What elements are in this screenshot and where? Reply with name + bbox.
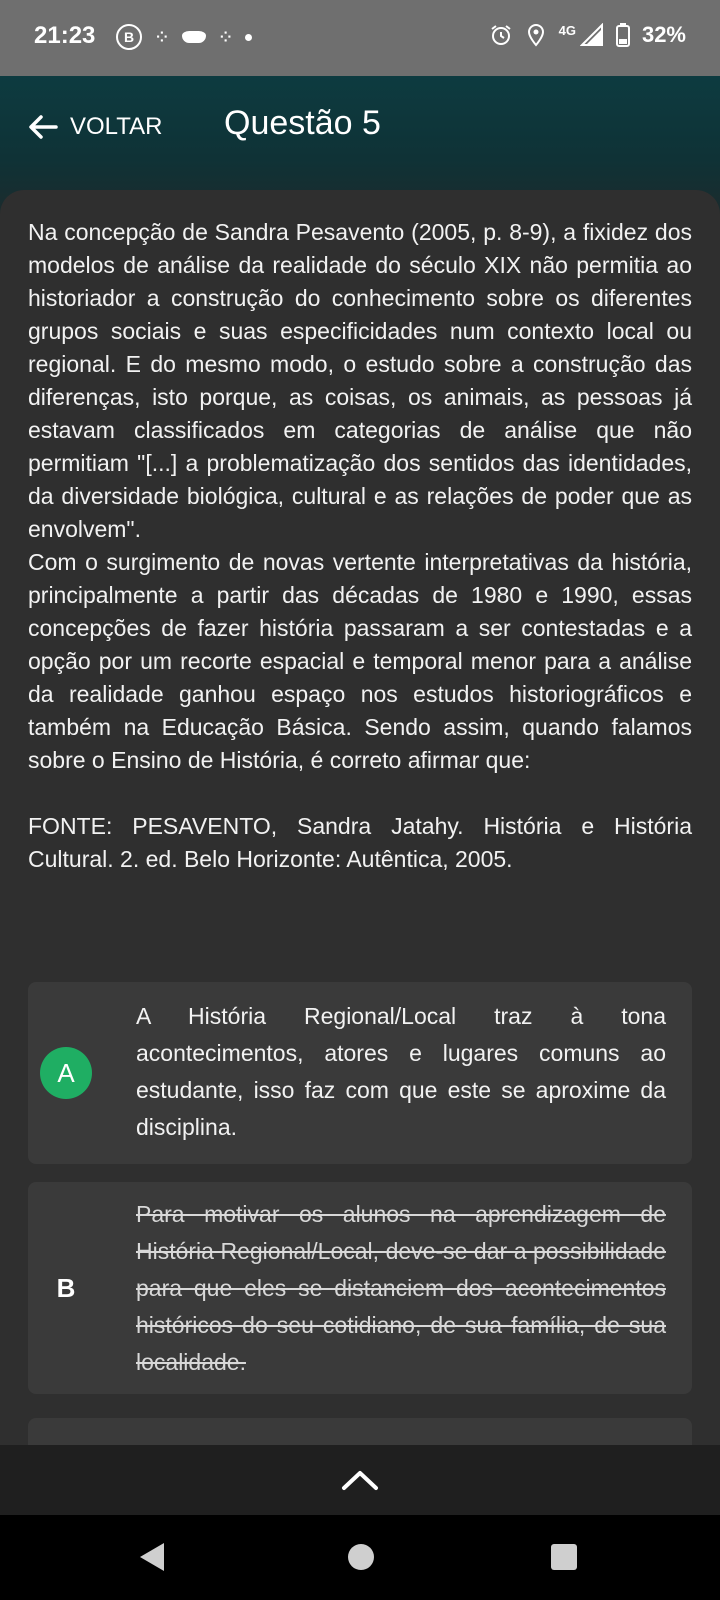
notification-icon: ⁘ bbox=[219, 28, 232, 45]
location-icon bbox=[525, 23, 547, 47]
question-card[interactable] bbox=[0, 190, 720, 1445]
battery-icon bbox=[616, 23, 630, 47]
eye-icon bbox=[182, 31, 206, 43]
chevron-up-icon[interactable] bbox=[340, 1468, 380, 1492]
nav-recents-icon[interactable] bbox=[551, 1544, 577, 1570]
arrow-left-icon bbox=[26, 110, 60, 144]
system-nav-bar bbox=[0, 1515, 720, 1600]
page-title: Questão 5 bbox=[224, 104, 381, 142]
expand-bar[interactable] bbox=[0, 1445, 720, 1515]
question-text bbox=[28, 216, 692, 876]
signal-icon bbox=[580, 23, 604, 47]
status-left-icons bbox=[116, 24, 252, 50]
option-text: A História Regional/Local traz à tona acontecimentos, atores e lugares comuns ao estudante, isso faz com que este se aproxime da disciplina. bbox=[136, 1003, 666, 1140]
battery-percent: 32% bbox=[641, 22, 686, 47]
question-source: FONTE: PESAVENTO, Sandra Jatahy. História e História Cultural. 2. ed. Belo Horizonte: Autêntica, 2005. bbox=[28, 813, 692, 872]
option-c[interactable] bbox=[28, 1418, 692, 1445]
option-letter-badge: A bbox=[40, 1047, 92, 1099]
back-button[interactable] bbox=[26, 110, 162, 144]
notification-icon: ⁘ bbox=[156, 28, 168, 45]
option-letter-badge: B bbox=[56, 1272, 76, 1303]
b-icon: B bbox=[116, 24, 142, 50]
status-time: 21:23 bbox=[34, 22, 96, 49]
option-b[interactable] bbox=[28, 1182, 692, 1394]
nav-home-icon[interactable] bbox=[348, 1544, 374, 1570]
option-text: Para motivar os alunos na aprendizagem de História Regional/Local, deve-se dar a possibilidade para que eles se distanciem dos acontecimentos históricos do seu cotidiano, de sua família, de sua localidade. bbox=[136, 1201, 666, 1375]
option-a[interactable] bbox=[28, 982, 692, 1164]
dot-icon bbox=[245, 34, 252, 41]
status-bar bbox=[0, 0, 720, 76]
question-paragraph: Com o surgimento de novas vertente interpretativas da história, principalmente a partir das décadas de 1980 e 1990, essas concepções de fazer história passaram a ser contestadas e a opção por um recorte espacial e temporal menor para a análise da realidade ganhou espaço nos estudos historiográficos e também na Educação Básica. Sendo assim, quando falamos sobre o Ensino de História, é correto afirmar que: bbox=[28, 549, 692, 773]
question-paragraph: Na concepção de Sandra Pesavento (2005, p. 8-9), a fixidez dos modelos de análise da realidade do século XIX não permitia ao historiador a construção do conhecimento sobre os diferentes grupos sociais e suas especificidades num contexto local ou regional. E do mesmo modo, o estudo sobre a construção das diferenças, isto porque, as coisas, os animais, as pessoas já estavam classificados em categorias de análise que não permitiam "[...] a problematização dos sentidos das identidades, da diversidade biológica, cultural e as relações de poder que as envolvem". bbox=[28, 219, 692, 542]
nav-back-icon[interactable] bbox=[140, 1543, 164, 1571]
status-right-icons bbox=[489, 22, 686, 48]
alarm-icon bbox=[489, 23, 513, 47]
network-type: 4G bbox=[558, 22, 576, 38]
back-label: VOLTAR bbox=[70, 113, 163, 140]
